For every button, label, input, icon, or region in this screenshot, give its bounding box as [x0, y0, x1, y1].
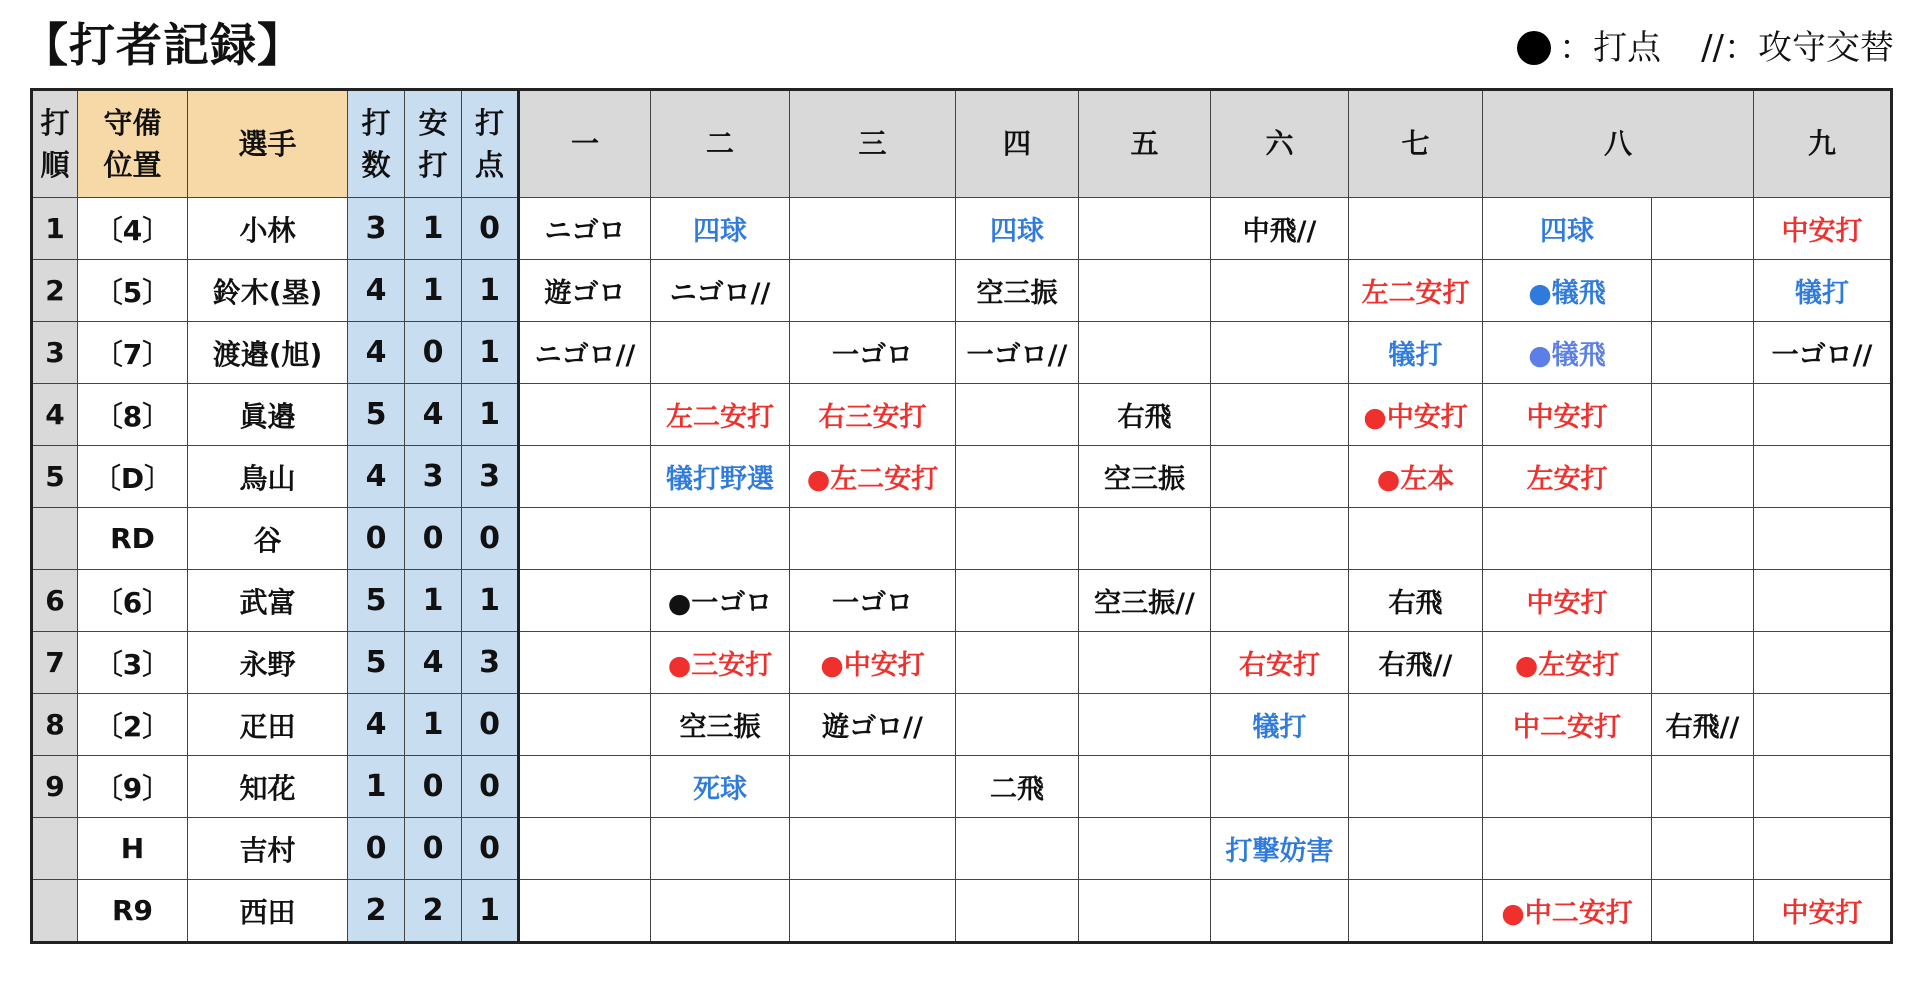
player-name: 渡邉(旭) — [188, 322, 348, 384]
inning-result-cell: ●三安打 — [651, 632, 790, 694]
inning-result-cell: 犠打 — [1211, 694, 1349, 756]
hits: 4 — [405, 632, 462, 694]
header-row — [32, 90, 1892, 198]
inning-result-cell: 四球 — [1483, 198, 1652, 260]
inning-result-cell — [1349, 508, 1483, 570]
hits: 3 — [405, 446, 462, 508]
batting-order: 3 — [32, 322, 78, 384]
inning-result-cell — [956, 632, 1079, 694]
inning-result-cell — [1079, 632, 1211, 694]
at-bats: 1 — [348, 756, 405, 818]
player-name: 西田 — [188, 880, 348, 943]
inning-result-cell: ●犠飛 — [1483, 322, 1652, 384]
at-bats: 5 — [348, 384, 405, 446]
header-order: 打 順 — [32, 90, 78, 198]
inning-result-cell — [1079, 260, 1211, 322]
table-row — [32, 260, 1892, 322]
inning-result-cell — [790, 818, 956, 880]
inning-result-cell — [1211, 446, 1349, 508]
inning-result-cell: 中二安打 — [1483, 694, 1652, 756]
inning-result-cell — [1079, 694, 1211, 756]
header-inning-5: 五 — [1079, 90, 1211, 198]
batting-order: 4 — [32, 384, 78, 446]
inning-result-cell: 一ゴロ// — [956, 322, 1079, 384]
inning-result-cell — [519, 384, 651, 446]
table-row — [32, 818, 1892, 880]
rbi: 0 — [462, 756, 519, 818]
inning-result-cell — [1652, 508, 1754, 570]
inning-result-cell — [1211, 322, 1349, 384]
inning-result-cell — [956, 508, 1079, 570]
table-row — [32, 384, 1892, 446]
inning-result-cell: ●左安打 — [1483, 632, 1652, 694]
at-bats: 4 — [348, 322, 405, 384]
defensive-position: 〔5〕 — [78, 260, 188, 322]
player-name: 眞邉 — [188, 384, 348, 446]
hits: 1 — [405, 570, 462, 632]
inning-result-cell: 右飛// — [1652, 694, 1754, 756]
header-inning-8: 八 — [1483, 90, 1754, 198]
batting-order: 9 — [32, 756, 78, 818]
batting-order — [32, 818, 78, 880]
inning-result-cell — [956, 818, 1079, 880]
rbi-dot-icon — [1517, 31, 1551, 65]
inning-result-cell — [956, 446, 1079, 508]
at-bats: 0 — [348, 508, 405, 570]
inning-result-cell — [1754, 508, 1892, 570]
inning-result-cell — [1349, 880, 1483, 943]
inning-result-cell: 犠打野選 — [651, 446, 790, 508]
table-row — [32, 198, 1892, 260]
inning-result-cell: ●一ゴロ — [651, 570, 790, 632]
inning-result-cell — [956, 694, 1079, 756]
header-hits: 安 打 — [405, 90, 462, 198]
inning-result-cell — [1754, 570, 1892, 632]
inning-result-cell — [1652, 880, 1754, 943]
table-row — [32, 508, 1892, 570]
batting-order: 5 — [32, 446, 78, 508]
inning-result-cell — [1079, 818, 1211, 880]
inning-result-cell: 空三振 — [956, 260, 1079, 322]
inning-result-cell — [1211, 384, 1349, 446]
header-inning-6: 六 — [1211, 90, 1349, 198]
inning-result-cell — [519, 756, 651, 818]
inning-result-cell: 中安打 — [1483, 384, 1652, 446]
inning-result-cell: 一ゴロ — [790, 570, 956, 632]
defensive-position: 〔2〕 — [78, 694, 188, 756]
player-name: 小林 — [188, 198, 348, 260]
inning-result-cell: 一ゴロ — [790, 322, 956, 384]
inning-result-cell: 右飛 — [1079, 384, 1211, 446]
inning-result-cell: 死球 — [651, 756, 790, 818]
defensive-position: RD — [78, 508, 188, 570]
inning-result-cell — [651, 322, 790, 384]
player-name: 吉村 — [188, 818, 348, 880]
defensive-position: H — [78, 818, 188, 880]
inning-result-cell — [1652, 384, 1754, 446]
at-bats: 2 — [348, 880, 405, 943]
batting-table — [30, 88, 1893, 944]
rbi: 0 — [462, 818, 519, 880]
table-row — [32, 446, 1892, 508]
at-bats: 5 — [348, 570, 405, 632]
inning-result-cell: ニゴロ// — [651, 260, 790, 322]
defensive-position: 〔3〕 — [78, 632, 188, 694]
player-name: 永野 — [188, 632, 348, 694]
inning-result-cell: ニゴロ — [519, 198, 651, 260]
inning-result-cell — [519, 880, 651, 943]
header-inning-4: 四 — [956, 90, 1079, 198]
header-inning-1: 一 — [519, 90, 651, 198]
defensive-position: 〔7〕 — [78, 322, 188, 384]
inning-result-cell — [790, 508, 956, 570]
hits: 0 — [405, 756, 462, 818]
hits: 0 — [405, 818, 462, 880]
inning-result-cell — [1652, 756, 1754, 818]
inning-result-cell: 左二安打 — [651, 384, 790, 446]
inning-result-cell — [1652, 322, 1754, 384]
at-bats: 4 — [348, 260, 405, 322]
rbi: 1 — [462, 384, 519, 446]
hits: 0 — [405, 508, 462, 570]
inning-result-cell: ●犠飛 — [1483, 260, 1652, 322]
header-player: 選手 — [188, 90, 348, 198]
page-title: 【打者記録】 — [22, 18, 304, 72]
defensive-position: 〔8〕 — [78, 384, 188, 446]
rbi: 1 — [462, 322, 519, 384]
inning-result-cell — [1652, 198, 1754, 260]
inning-result-cell — [519, 570, 651, 632]
batting-order: 6 — [32, 570, 78, 632]
rbi: 3 — [462, 446, 519, 508]
player-name: 鳥山 — [188, 446, 348, 508]
header-inning-7: 七 — [1349, 90, 1483, 198]
batting-order — [32, 880, 78, 943]
at-bats: 4 — [348, 446, 405, 508]
inning-result-cell: 左安打 — [1483, 446, 1652, 508]
inning-result-cell — [1754, 446, 1892, 508]
rbi: 1 — [462, 880, 519, 943]
inning-result-cell: ●中安打 — [1349, 384, 1483, 446]
inning-result-cell — [1349, 756, 1483, 818]
rbi: 1 — [462, 260, 519, 322]
inning-result-cell — [1211, 880, 1349, 943]
inning-result-cell: 遊ゴロ// — [790, 694, 956, 756]
inning-result-cell: 犠打 — [1349, 322, 1483, 384]
inning-result-cell: 四球 — [956, 198, 1079, 260]
header-at-bats: 打 数 — [348, 90, 405, 198]
table-row — [32, 756, 1892, 818]
inning-result-cell — [1652, 570, 1754, 632]
inning-result-cell — [1483, 756, 1652, 818]
inning-result-cell — [1349, 198, 1483, 260]
rbi: 0 — [462, 198, 519, 260]
defensive-position: 〔9〕 — [78, 756, 188, 818]
inning-result-cell: 左二安打 — [1349, 260, 1483, 322]
inning-result-cell: 右安打 — [1211, 632, 1349, 694]
defensive-position: 〔D〕 — [78, 446, 188, 508]
inning-result-cell: ●中二安打 — [1483, 880, 1652, 943]
inning-result-cell — [790, 260, 956, 322]
inning-result-cell — [519, 508, 651, 570]
inning-result-cell — [790, 880, 956, 943]
inning-result-cell — [519, 632, 651, 694]
inning-result-cell — [1652, 632, 1754, 694]
player-name: 谷 — [188, 508, 348, 570]
inning-result-cell — [1652, 260, 1754, 322]
at-bats: 4 — [348, 694, 405, 756]
inning-result-cell: 打撃妨害 — [1211, 818, 1349, 880]
inning-result-cell — [651, 818, 790, 880]
inning-result-cell — [1211, 570, 1349, 632]
inning-result-cell: 一ゴロ// — [1754, 322, 1892, 384]
legend-rbi-label: ：打点 — [1559, 28, 1662, 68]
inning-result-cell: 中安打 — [1754, 198, 1892, 260]
inning-result-cell — [1079, 198, 1211, 260]
legend — [1517, 26, 1894, 70]
inning-result-cell — [1349, 818, 1483, 880]
batting-order: 8 — [32, 694, 78, 756]
inning-result-cell: 空三振 — [651, 694, 790, 756]
inning-result-cell — [1079, 880, 1211, 943]
header-inning-9: 九 — [1754, 90, 1892, 198]
hits: 1 — [405, 694, 462, 756]
inning-result-cell — [651, 508, 790, 570]
batting-order — [32, 508, 78, 570]
player-name: 武富 — [188, 570, 348, 632]
player-name: 知花 — [188, 756, 348, 818]
inning-result-cell — [519, 694, 651, 756]
inning-result-cell — [1079, 756, 1211, 818]
inning-result-cell — [1211, 756, 1349, 818]
batting-order: 1 — [32, 198, 78, 260]
inning-result-cell — [1754, 694, 1892, 756]
inning-result-cell — [519, 818, 651, 880]
hits: 1 — [405, 198, 462, 260]
rbi: 1 — [462, 570, 519, 632]
hits: 0 — [405, 322, 462, 384]
inning-result-cell — [790, 756, 956, 818]
table-row — [32, 322, 1892, 384]
inning-result-cell — [651, 880, 790, 943]
inning-result-cell: 右三安打 — [790, 384, 956, 446]
hits: 2 — [405, 880, 462, 943]
inning-result-cell: 右飛 — [1349, 570, 1483, 632]
inning-result-cell: 右飛// — [1349, 632, 1483, 694]
legend-sub-label: //：攻守交替 — [1701, 28, 1894, 68]
hits: 1 — [405, 260, 462, 322]
defensive-position: 〔6〕 — [78, 570, 188, 632]
inning-result-cell: ニゴロ// — [519, 322, 651, 384]
inning-result-cell: 空三振// — [1079, 570, 1211, 632]
rbi: 0 — [462, 508, 519, 570]
inning-result-cell: 二飛 — [956, 756, 1079, 818]
inning-result-cell — [956, 570, 1079, 632]
table-row — [32, 570, 1892, 632]
inning-result-cell — [1349, 694, 1483, 756]
inning-result-cell: 中飛// — [1211, 198, 1349, 260]
at-bats: 0 — [348, 818, 405, 880]
at-bats: 3 — [348, 198, 405, 260]
inning-result-cell — [1211, 508, 1349, 570]
table-row — [32, 880, 1892, 943]
inning-result-cell — [1754, 756, 1892, 818]
header-inning-3: 三 — [790, 90, 956, 198]
inning-result-cell: ●左二安打 — [790, 446, 956, 508]
inning-result-cell: ●中安打 — [790, 632, 956, 694]
inning-result-cell — [1079, 322, 1211, 384]
inning-result-cell — [1211, 260, 1349, 322]
header-position: 守備 位置 — [78, 90, 188, 198]
defensive-position: 〔4〕 — [78, 198, 188, 260]
inning-result-cell — [1483, 818, 1652, 880]
batting-order: 2 — [32, 260, 78, 322]
inning-result-cell: ●左本 — [1349, 446, 1483, 508]
inning-result-cell — [1754, 818, 1892, 880]
at-bats: 5 — [348, 632, 405, 694]
header-inning-2: 二 — [651, 90, 790, 198]
defensive-position: R9 — [78, 880, 188, 943]
inning-result-cell: 中安打 — [1483, 570, 1652, 632]
inning-result-cell — [1483, 508, 1652, 570]
inning-result-cell — [956, 384, 1079, 446]
inning-result-cell: 四球 — [651, 198, 790, 260]
rbi: 0 — [462, 694, 519, 756]
rbi: 3 — [462, 632, 519, 694]
inning-result-cell — [1652, 446, 1754, 508]
inning-result-cell — [519, 446, 651, 508]
inning-result-cell — [1754, 632, 1892, 694]
table-row — [32, 694, 1892, 756]
table-row — [32, 632, 1892, 694]
inning-result-cell — [956, 880, 1079, 943]
hits: 4 — [405, 384, 462, 446]
inning-result-cell: 犠打 — [1754, 260, 1892, 322]
inning-result-cell — [1652, 818, 1754, 880]
batting-order: 7 — [32, 632, 78, 694]
inning-result-cell — [1079, 508, 1211, 570]
header-rbi: 打 点 — [462, 90, 519, 198]
player-name: 鈴木(塁) — [188, 260, 348, 322]
inning-result-cell: 遊ゴロ — [519, 260, 651, 322]
inning-result-cell — [790, 198, 956, 260]
inning-result-cell — [1754, 384, 1892, 446]
player-name: 疋田 — [188, 694, 348, 756]
inning-result-cell: 中安打 — [1754, 880, 1892, 943]
inning-result-cell: 空三振 — [1079, 446, 1211, 508]
